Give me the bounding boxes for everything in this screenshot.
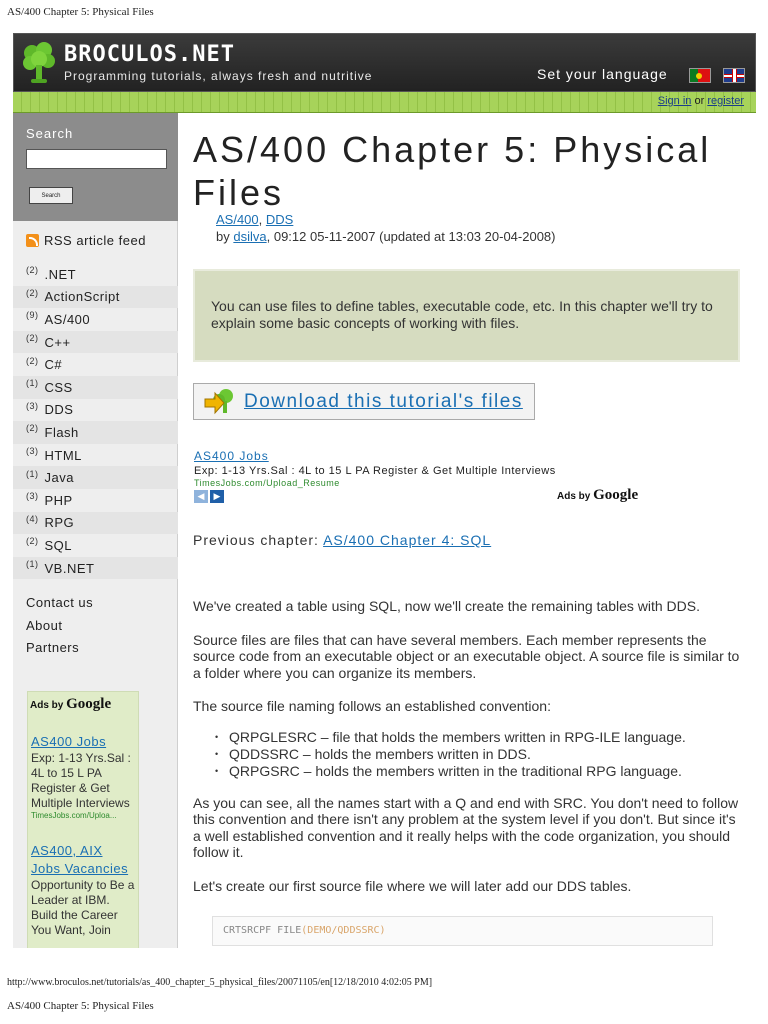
list-item: • QDDSSRC – holds the members written in DDS.	[215, 746, 741, 763]
contact-us-link[interactable]: Contact us	[26, 595, 94, 610]
tag-as400-link[interactable]: AS/400	[216, 212, 259, 227]
sidebar-ad-title[interactable]: AS400 Jobs	[31, 734, 107, 749]
sidebar-ad	[28, 733, 138, 820]
category-name: CSS	[44, 379, 73, 395]
site-tagline: Programming tutorials, always fresh and nutritive	[64, 69, 373, 83]
category-name: SQL	[44, 537, 73, 553]
category-name: Flash	[44, 424, 79, 440]
search-input[interactable]	[26, 149, 167, 169]
list-item: • QRPGSRC – holds the members written in the traditional RPG language.	[215, 763, 741, 780]
previous-chapter-label: Previous chapter:	[193, 532, 319, 548]
category-name: HTML	[44, 447, 82, 463]
content-ad-title[interactable]: AS400 Jobs	[194, 449, 269, 463]
sidebar-ad-desc: Opportunity to Be a Leader at IBM. Build the Career You Want, Join	[31, 878, 135, 937]
code-argument: (DEMO/QDDSSRC)	[301, 925, 386, 936]
ads-by-google-label[interactable]	[28, 692, 138, 713]
sidebar-ad-url[interactable]: TimesJobs.com/Uploa...	[31, 811, 117, 820]
category-item[interactable]	[13, 444, 178, 467]
sign-in-link[interactable]: Sign in	[657, 95, 692, 107]
content-ad	[194, 447, 634, 488]
download-files-button[interactable]	[193, 383, 535, 420]
ad-next-icon[interactable]: ▶	[210, 490, 224, 503]
sidebar-ad-title[interactable]: AS400, AIX Jobs Vacancies	[31, 843, 129, 876]
print-footer-url: http://www.broculos.net/tutorials/as_400_chapter_5_physical_files/20071105/en[12/18/2010 4:02:05 PM]	[7, 977, 433, 988]
category-item[interactable]	[13, 399, 178, 422]
paragraph: Source files are files that can have several members. Each member represents the source code from an executable object or an executable object. A source file is similar to a folder where you can organize its members.	[193, 631, 740, 681]
ads-by-google-label[interactable]	[557, 487, 638, 504]
category-count: (3)	[26, 491, 39, 502]
category-count: (2)	[26, 423, 39, 434]
category-name: Java	[44, 470, 74, 486]
category-count: (3)	[26, 446, 39, 457]
print-header-title: AS/400 Chapter 5: Physical Files	[7, 6, 154, 18]
ad-nav	[194, 490, 224, 503]
search-panel	[13, 113, 178, 221]
category-item[interactable]	[13, 534, 178, 557]
category-item[interactable]	[13, 331, 178, 354]
user-bar	[13, 92, 756, 113]
paragraph: Let's create our first source file where we will later add our DDS tables.	[193, 877, 632, 894]
auth-links	[658, 95, 744, 107]
category-count: (2)	[26, 287, 39, 298]
category-item[interactable]	[13, 353, 178, 376]
category-count: (1)	[26, 468, 39, 479]
sidebar-ad-desc: Exp: 1-13 Yrs.Sal : 4L to 15 L PA Register & Get Multiple Interviews	[31, 751, 131, 810]
category-name: DDS	[44, 402, 74, 418]
search-button[interactable]: Search	[29, 187, 73, 204]
category-name: ActionScript	[44, 289, 120, 305]
sidebar-ad	[28, 842, 138, 938]
category-name: C#	[44, 357, 63, 373]
google-logo-text: Google	[593, 487, 639, 503]
sidebar	[13, 113, 178, 948]
download-label: Download this tutorial's files	[244, 390, 523, 412]
google-logo-text: Google	[66, 696, 112, 712]
paragraph: The source file naming follows an established convention:	[193, 698, 551, 714]
broccoli-logo-icon[interactable]	[22, 41, 56, 85]
rss-icon	[26, 234, 39, 247]
category-count: (4)	[26, 513, 39, 524]
site-logo-text[interactable]: BROCULOS.NET	[64, 42, 235, 67]
site-header	[13, 33, 756, 92]
category-name: .NET	[44, 266, 77, 282]
auth-or-text: or	[694, 95, 705, 107]
category-name: C++	[44, 334, 71, 350]
partners-link[interactable]: Partners	[26, 640, 80, 655]
category-count: (1)	[26, 378, 39, 389]
page-title: AS/400 Chapter 5: Physical Files	[193, 129, 712, 213]
article-tags: AS/400, DDS	[216, 212, 294, 227]
category-count: (9)	[26, 310, 39, 321]
category-count: (2)	[26, 536, 39, 547]
paragraph: As you can see, all the names start with a Q and end with SRC. You don't need to follow this convention and there isn't any problem at the system level if you don't. But since it's a well established convention and it really helps with the code organization, you should follow it.	[193, 794, 739, 860]
category-item[interactable]	[13, 376, 178, 399]
about-link[interactable]: About	[26, 617, 63, 633]
portuguese-flag-icon[interactable]	[689, 68, 711, 83]
tag-dds-link[interactable]: DDS	[265, 212, 294, 227]
intro-box: You can use files to define tables, executable code, etc. In this chapter we'll try to explain some basic concepts of working with files.	[193, 269, 740, 362]
sidebar-ads	[27, 691, 139, 948]
category-item[interactable]	[13, 466, 178, 489]
category-name: RPG	[44, 515, 75, 531]
article-byline	[216, 229, 555, 244]
category-name: AS/400	[44, 311, 91, 327]
category-count: (1)	[26, 559, 39, 570]
info-links	[26, 595, 93, 663]
download-icon	[202, 387, 236, 417]
content-ad-url[interactable]: TimesJobs.com/Upload_Resume	[194, 478, 340, 488]
code-block	[212, 916, 713, 946]
category-list	[13, 263, 178, 579]
category-count: (2)	[26, 333, 39, 344]
rss-label: RSS article feed	[44, 233, 146, 248]
content-ad-desc: Exp: 1-13 Yrs.Sal : 4L to 15 L PA Register & Get Multiple Interviews	[194, 465, 556, 477]
category-name: VB.NET	[44, 560, 95, 576]
author-link[interactable]: dsilva	[233, 229, 267, 244]
ad-prev-icon[interactable]: ◀	[194, 490, 208, 503]
category-count: (3)	[26, 400, 39, 411]
category-name: PHP	[44, 492, 73, 508]
naming-list	[215, 729, 741, 780]
code-command: CRTSRCPF FILE	[223, 925, 302, 936]
category-count: (2)	[26, 355, 39, 366]
paragraph: We've created a table using SQL, now we'll create the remaining tables with DDS.	[193, 598, 701, 614]
byline-by: by	[216, 229, 230, 244]
category-item[interactable]	[13, 557, 178, 580]
search-label: Search	[26, 126, 74, 141]
ads-by-text: Ads by	[557, 491, 591, 502]
rss-feed-link[interactable]	[26, 233, 146, 248]
list-item: • QRPGLESRC – file that holds the members written in RPG-ILE language.	[215, 729, 741, 746]
previous-chapter	[193, 532, 491, 548]
category-item[interactable]	[13, 263, 178, 286]
category-item[interactable]	[13, 421, 178, 444]
language-label: Set your language	[537, 66, 668, 82]
ads-by-text: Ads by	[30, 700, 64, 711]
category-item[interactable]	[13, 489, 178, 512]
category-count: (2)	[26, 265, 39, 276]
category-item[interactable]	[13, 286, 178, 309]
category-item[interactable]	[13, 512, 178, 535]
article-date: , 09:12 05-11-2007 (updated at 13:03 20-04-2008)	[266, 229, 556, 244]
article-body	[193, 598, 741, 911]
category-item[interactable]	[13, 308, 178, 331]
previous-chapter-link[interactable]: AS/400 Chapter 4: SQL	[323, 532, 492, 548]
print-footer-title: AS/400 Chapter 5: Physical Files	[7, 1000, 154, 1012]
english-flag-icon[interactable]	[723, 68, 745, 83]
register-link[interactable]: register	[707, 95, 744, 107]
